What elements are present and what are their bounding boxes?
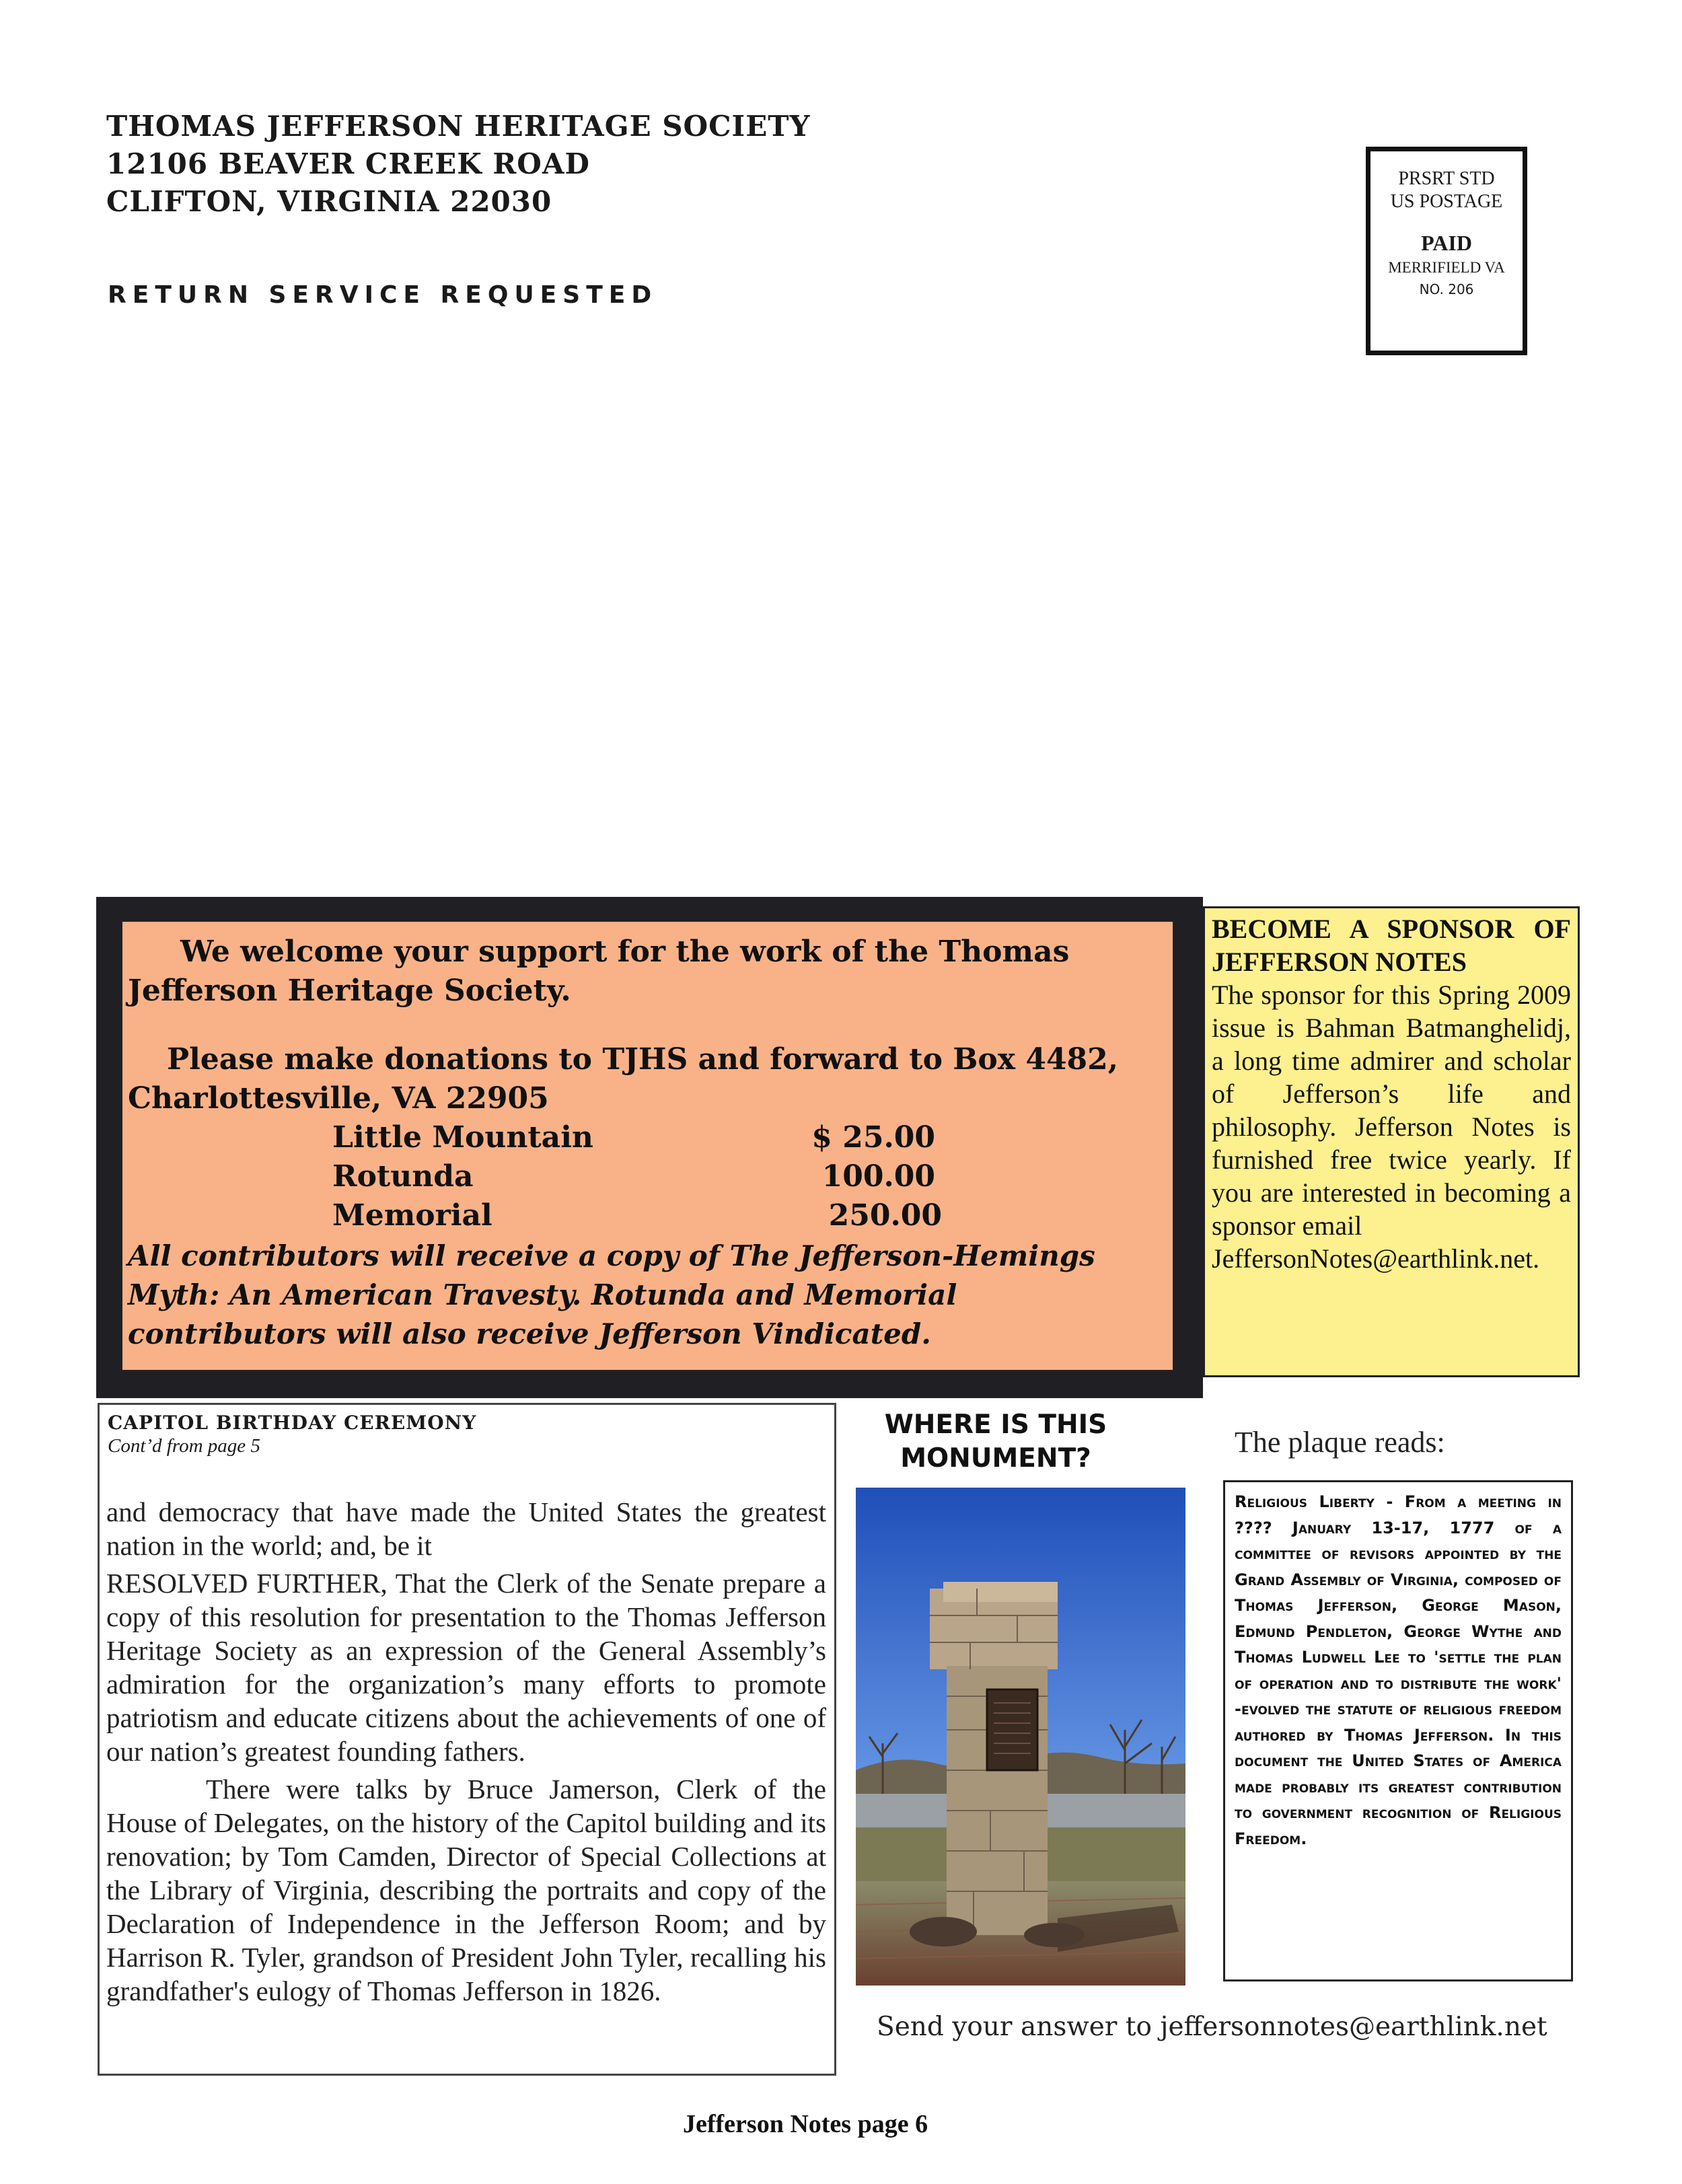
answer-prompt: Send your answer to jeffersonnotes@earthlink.net	[877, 2012, 1547, 2042]
indicia-city: MERRIFIELD VA	[1388, 259, 1505, 276]
sponsor-heading-sub: JEFFERSON NOTES	[1212, 947, 1467, 977]
plaque-text-box	[1223, 1480, 1573, 1981]
article-paragraph: and democracy that have made the United States the greatest nation in the world; and, be it	[106, 1496, 826, 1561]
monument-question-line: MONUMENT?	[900, 1443, 1091, 1473]
page-footer: Jefferson Notes page 6	[683, 2110, 928, 2138]
return-service-requested: RETURN SERVICE REQUESTED	[108, 281, 658, 309]
indicia-postage: US POSTAGE	[1390, 191, 1503, 212]
donation-level-amount: 100.00	[821, 1159, 935, 1194]
donation-instructions: Please make donations to TJHS and forward to Box 4482, Charlottesville, VA 22905	[128, 1042, 1119, 1116]
sponsor-heading: BECOME A SPONSOR OF	[1212, 914, 1571, 944]
donation-note: All contributors will receive a copy of The Jefferson-Hemings Myth: An American Travesty. Rotunda and Memorial contributors will also receive Jefferson Vindicated.	[128, 1239, 1095, 1350]
indicia-permit: NO. 206	[1419, 281, 1474, 297]
monument-question-line: WHERE IS THIS	[884, 1410, 1107, 1440]
plaque-text: Religious Liberty - From a meeting in ???? January 13-17, 1777 of a committee of revisors appointed by the Grand Assembly of Virginia, composed of Thomas Jefferson, George Mason, Edmund Pendleton, George Wythe and Thomas Ludwell Lee to 'settle the plan of operation and to distribute the work' -evolved the statute of religious freedom authored by Thomas Jefferson. In this document the United States of America made probably its greatest contribution to government recognition of Religious Freedom.	[1235, 1492, 1562, 1848]
article-paragraph: RESOLVED FURTHER, That the Clerk of the Senate prepare a copy of this resolution for presentation to the Thomas Jefferson Heritage Society as an expression of the General Assembly’s admiration for the organization’s many efforts to promote patriotism and educate citizens about the achievements of one of our nation’s greatest founding fathers.	[106, 1568, 826, 1767]
return-address-street: 12106 BEAVER CREEK ROAD	[106, 147, 590, 180]
sponsor-email[interactable]: JeffersonNotes@earthlink.net.	[1212, 1243, 1540, 1274]
donation-level-name: Little Mountain	[332, 1120, 593, 1155]
sponsor-body: The sponsor for this Spring 2009 issue is Bahman Batmanghelidj, a long time admirer and scholar of Jefferson’s life and philosophy. Jefferson Notes is furnished free twice yearly. If you are interested in becoming a sponsor email	[1212, 980, 1571, 1241]
article-continued: Cont’d from page 5	[108, 1435, 260, 1457]
donation-level-amount: 250.00	[828, 1198, 942, 1233]
plaque-heading: The plaque reads:	[1235, 1426, 1445, 1459]
sponsor-box	[1203, 906, 1580, 1377]
return-address-org: THOMAS JEFFERSON HERITAGE SOCIETY	[106, 110, 811, 143]
indicia-paid: PAID	[1421, 231, 1472, 255]
return-address-city: CLIFTON, VIRGINIA 22030	[106, 185, 552, 218]
donation-level-amount: $ 25.00	[811, 1120, 935, 1155]
monument-photo	[856, 1488, 1185, 1986]
article-paragraph: There were talks by Bruce Jamerson, Clerk of the House of Delegates, on the history of the Capitol building and its renovation; by Tom Camden, Director of Special Collections at the Library of Virginia, describing the portraits and copy of the Declaration of Independence in the Jefferson Room; and by Harrison R. Tyler, grandson of President John Tyler, recalling his grandfather's eulogy of Thomas Jefferson in 1826.	[106, 1774, 826, 2006]
donation-level-name: Memorial	[332, 1198, 492, 1233]
article-title: CAPITOL BIRTHDAY CEREMONY	[108, 1412, 477, 1434]
indicia-presort: PRSRT STD	[1398, 168, 1495, 189]
article-body	[106, 1495, 826, 2012]
monument-question	[861, 1408, 1130, 1476]
donation-level-name: Rotunda	[332, 1159, 474, 1194]
donation-panel	[121, 920, 1174, 1371]
postage-indicia	[1366, 147, 1527, 355]
donation-welcome: We welcome your support for the work of the Thomas Jefferson Heritage Society.	[128, 935, 1070, 1008]
return-address	[106, 108, 810, 221]
